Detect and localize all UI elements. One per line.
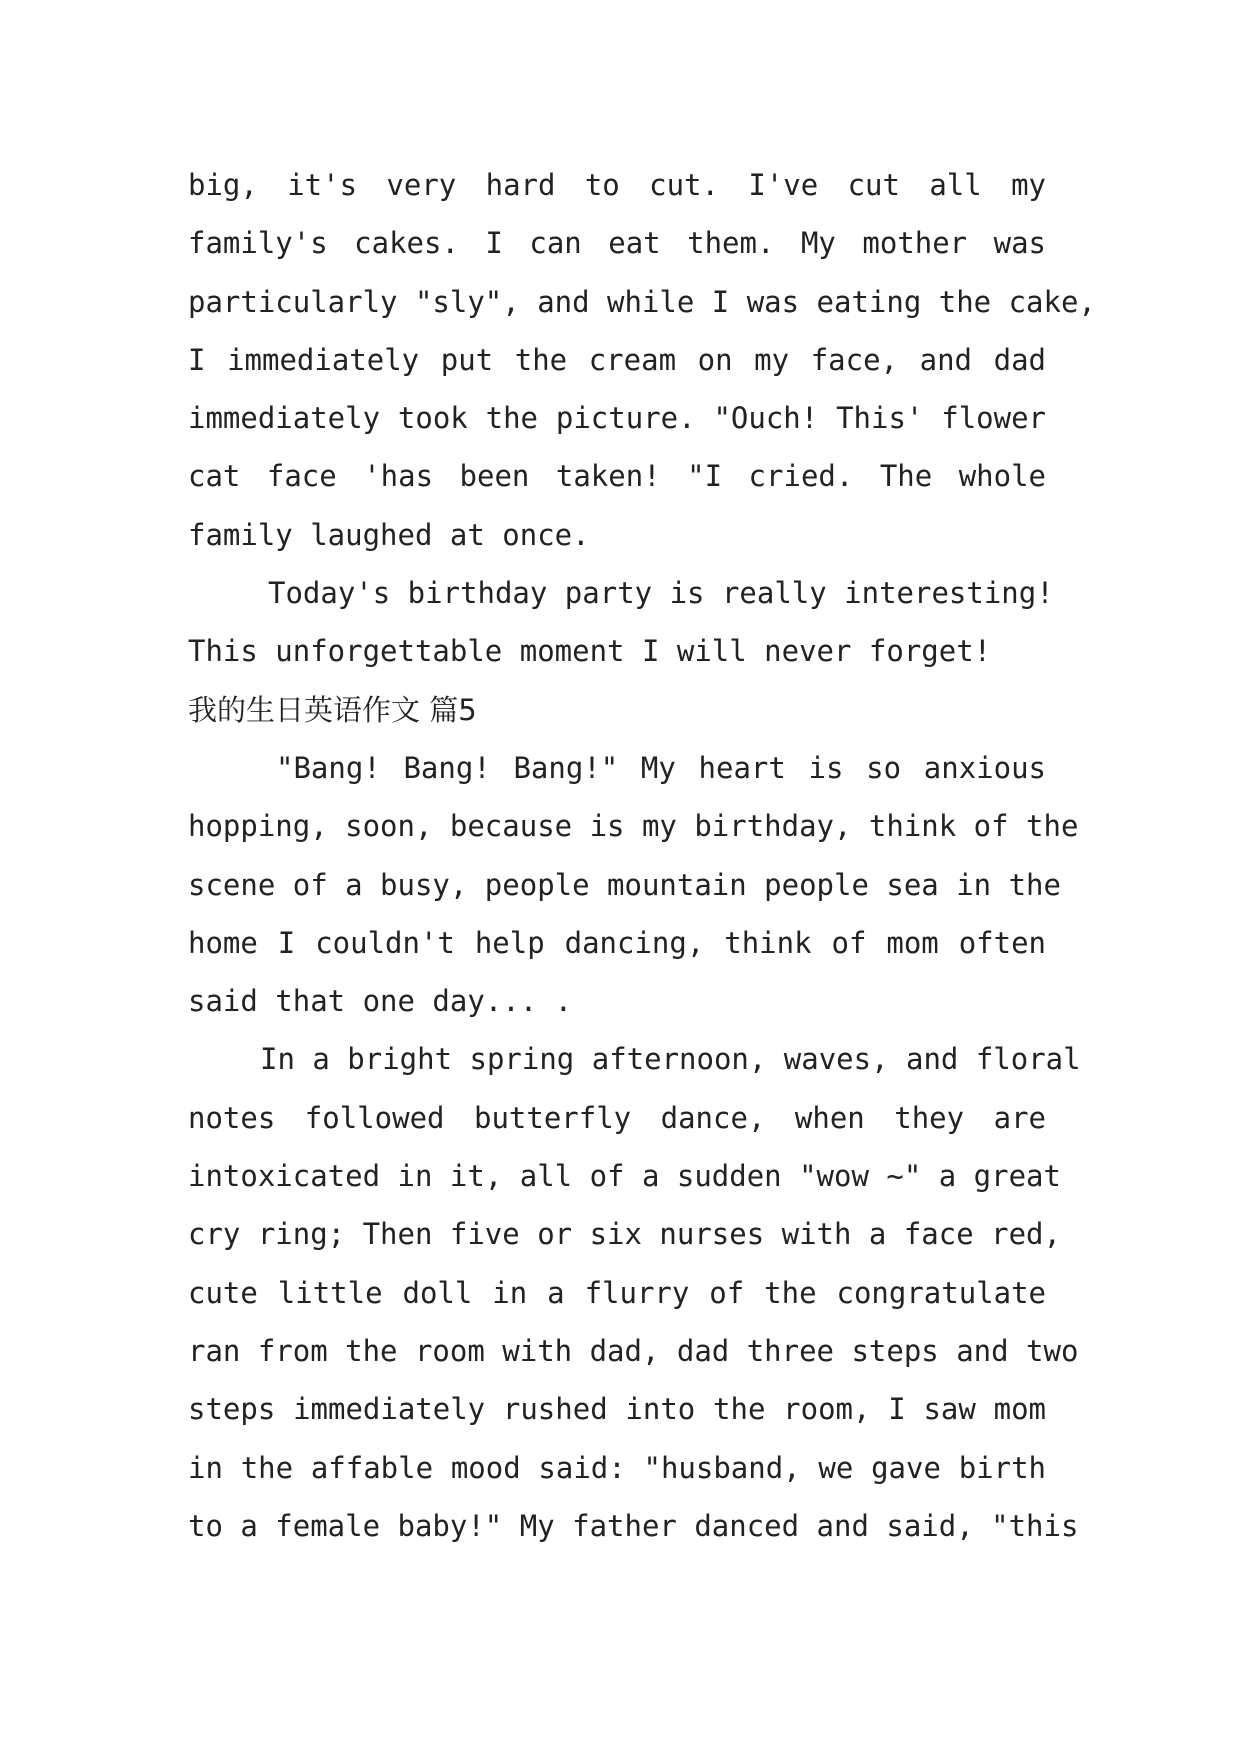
- text-line: to a female baby!" My father danced and said, "this: [188, 1508, 1079, 1543]
- text-line: Today's birthday party is really interesting!: [268, 576, 1054, 611]
- text-line: intoxicated in it, all of a sudden "wow ~" a great: [188, 1159, 1061, 1194]
- text-line: This unforgettable moment I will never forget!: [188, 634, 992, 669]
- text-line: cute little doll in a flurry of the congratulate: [188, 1275, 1046, 1310]
- text-line: said that one day... .: [188, 984, 573, 1019]
- text-line: immediately took the picture. "Ouch! This' flower: [188, 401, 1046, 436]
- text-line: In a bright spring afternoon, waves, and floral: [260, 1042, 1081, 1077]
- text-line: big, it's very hard to cut. I've cut all my: [188, 168, 1046, 202]
- text-line: notes followed butterfly dance, when they are: [188, 1100, 1046, 1135]
- text-line: hopping, soon, because is my birthday, think of the: [188, 809, 1079, 844]
- section-heading: 我的生日英语作文 篇5: [188, 692, 477, 727]
- text-line: home I couldn't help dancing, think of mom often: [188, 925, 1046, 960]
- document-body: [188, 156, 1096, 1555]
- text-line: family's cakes. I can eat them. My mother was: [188, 226, 1046, 261]
- text-line: cat face 'has been taken! "I cried. The whole: [188, 459, 1046, 494]
- text-line: cry ring; Then five or six nurses with a face red,: [188, 1217, 1061, 1252]
- text-line: scene of a busy, people mountain people sea in the: [188, 867, 1061, 902]
- text-line: family laughed at once.: [188, 517, 590, 552]
- text-line: in the affable mood said: "husband, we gave birth: [188, 1450, 1046, 1485]
- text-line: particularly "sly", and while I was eating the cake,: [188, 284, 1096, 319]
- text-line: steps immediately rushed into the room, I saw mom: [188, 1392, 1046, 1427]
- text-line: I immediately put the cream on my face, and dad: [188, 342, 1046, 377]
- text-line: "Bang! Bang! Bang!" My heart is so anxious: [276, 750, 1046, 785]
- text-line: ran from the room with dad, dad three steps and two: [188, 1333, 1079, 1368]
